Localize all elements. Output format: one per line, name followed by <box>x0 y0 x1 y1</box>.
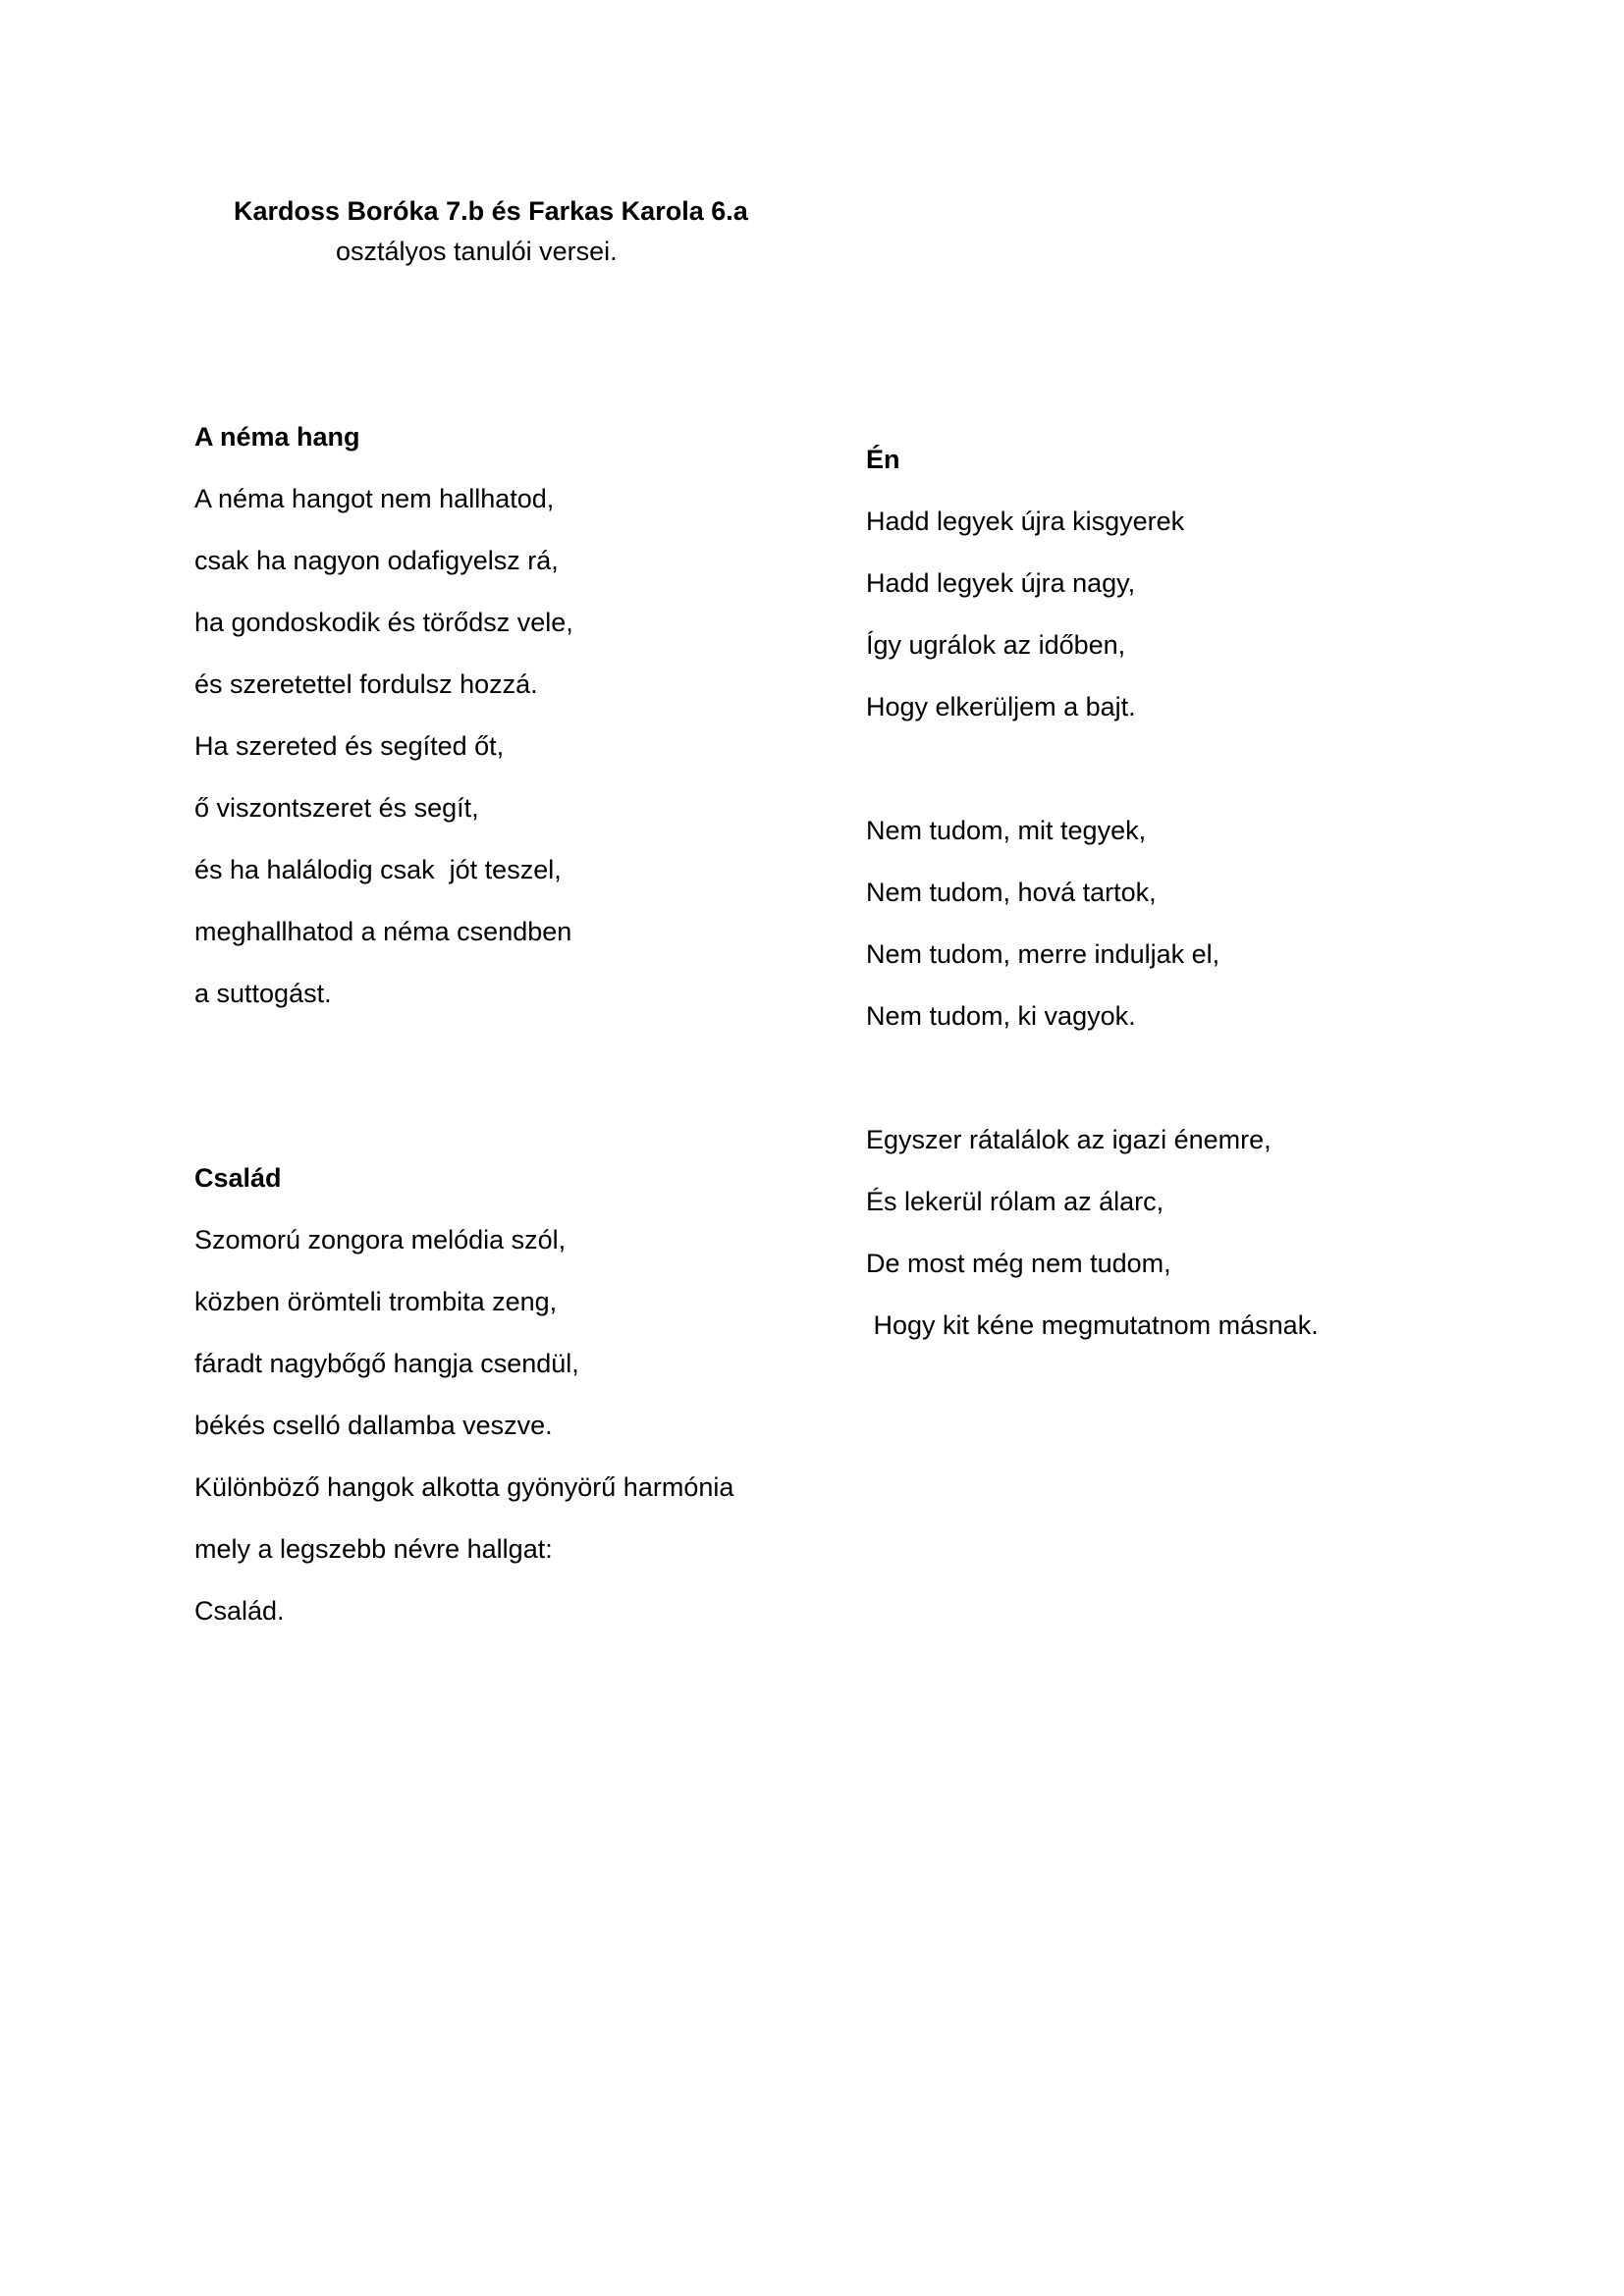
poem-line: De most még nem tudom, <box>866 1249 1171 1278</box>
poem-title: Család <box>194 1163 282 1193</box>
poem-line: közben örömteli trombita zeng, <box>194 1287 558 1316</box>
poem-line: Hadd legyek újra kisgyerek <box>866 507 1185 536</box>
poem-line: És lekerül rólam az álarc, <box>866 1187 1164 1216</box>
poem-line: ő viszontszeret és segít, <box>194 793 479 823</box>
document-subtitle: osztályos tanulói versei. <box>336 237 618 266</box>
poem-line: Család. <box>194 1596 285 1626</box>
poem-line: és ha halálodig csak jót teszel, <box>194 855 562 884</box>
poem-line: Nem tudom, mit tegyek, <box>866 816 1147 845</box>
poem-line: fáradt nagybőgő hangja csendül, <box>194 1349 579 1378</box>
poem-title: A néma hang <box>194 422 360 452</box>
poem-csalad <box>194 1148 733 1642</box>
poem-line: meghallhatod a néma csendben <box>194 917 572 946</box>
poem-line: ha gondoskodik és törődsz vele, <box>194 608 573 637</box>
poem-line: Nem tudom, merre induljak el, <box>866 939 1220 969</box>
poem-line: Hogy elkerüljem a bajt. <box>866 692 1136 721</box>
poem-line: Egyszer rátalálok az igazi énemre, <box>866 1125 1272 1154</box>
poem-line: békés cselló dallamba veszve. <box>194 1411 553 1440</box>
poem-line: és szeretettel fordulsz hozzá. <box>194 669 538 699</box>
poem-line: Így ugrálok az időben, <box>866 630 1126 660</box>
poem-a-nema-hang <box>194 406 573 1025</box>
stanza-gap <box>866 738 1319 800</box>
poem-line: Ha szereted és segíted őt, <box>194 731 505 761</box>
stanza-gap <box>866 1047 1319 1109</box>
poem-line: Nem tudom, hová tartok, <box>866 878 1157 907</box>
poem-line: csak ha nagyon odafigyelsz rá, <box>194 546 559 575</box>
document-title: Kardoss Boróka 7.b és Farkas Karola 6.a <box>234 196 748 226</box>
poem-line: Nem tudom, ki vagyok. <box>866 1001 1136 1031</box>
poem-title: Én <box>866 445 900 474</box>
poem-line: a suttogást. <box>194 979 332 1008</box>
poem-line: A néma hangot nem hallhatod, <box>194 484 555 513</box>
poem-line: Különböző hangok alkotta gyönyörű harmónia <box>194 1472 734 1502</box>
poem-line: Hogy kit kéne megmutatnom másnak. <box>866 1310 1319 1340</box>
poem-line: Hadd legyek újra nagy, <box>866 568 1136 598</box>
poem-line: Szomorú zongora melódia szól, <box>194 1225 567 1255</box>
poem-en <box>866 429 1319 1357</box>
poem-line: mely a legszebb névre hallgat: <box>194 1534 553 1564</box>
